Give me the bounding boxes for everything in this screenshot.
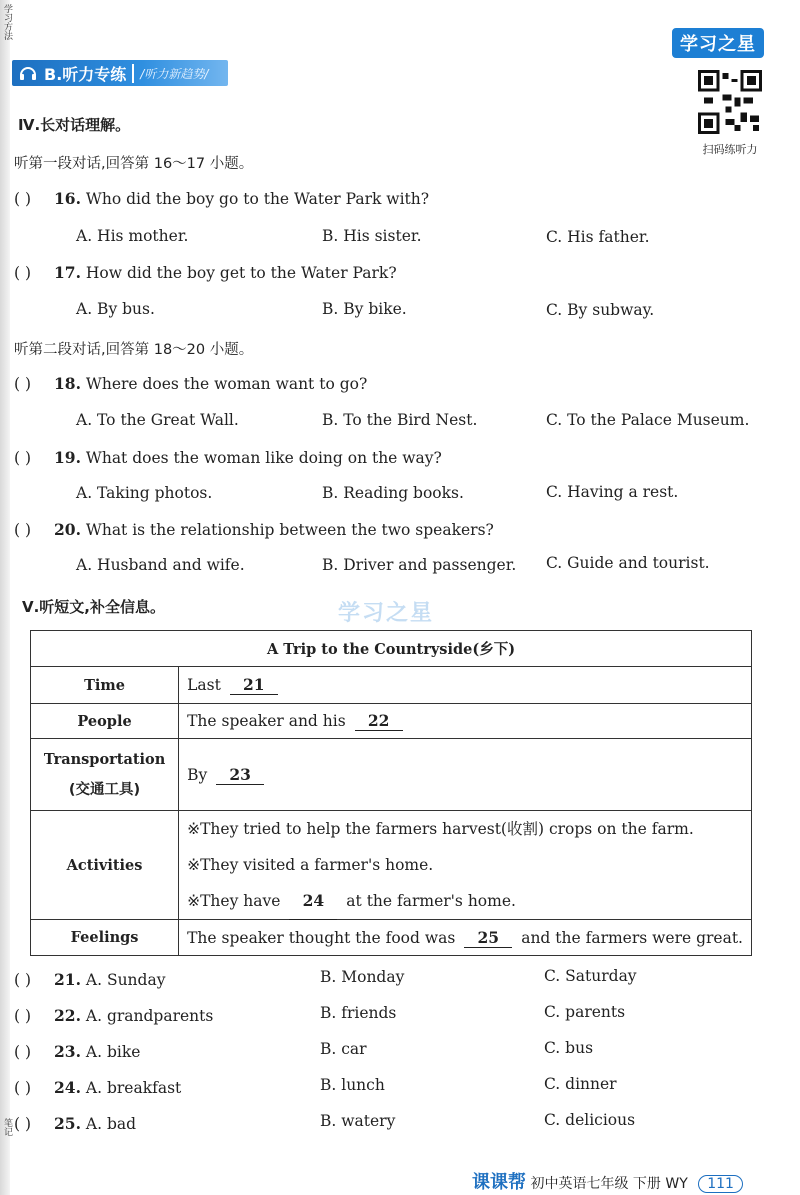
option-b: B. Monday bbox=[320, 968, 405, 986]
answer-blank[interactable]: ( ) bbox=[14, 1115, 32, 1133]
brand-logo: 学习之星 bbox=[672, 28, 764, 58]
time-text: Last bbox=[187, 676, 221, 694]
section-banner bbox=[12, 60, 228, 86]
activity-3-pre: ※They have bbox=[187, 892, 281, 910]
option-b: B. watery bbox=[320, 1112, 396, 1130]
answer-blank[interactable]: ( ) bbox=[14, 449, 32, 467]
question-text: What does the woman like doing on the way? bbox=[85, 449, 442, 467]
row-value-activities bbox=[179, 811, 752, 920]
page-edge-strip bbox=[0, 0, 10, 1195]
row-label-transportation bbox=[31, 739, 179, 811]
row-label-feelings: Feelings bbox=[31, 920, 179, 956]
option-b: B. By bike. bbox=[322, 300, 407, 318]
section-iv-heading: Ⅳ.长对话理解。 bbox=[18, 116, 131, 134]
activity-1: ※They tried to help the farmers harvest(收割) crops on the farm. bbox=[187, 820, 694, 838]
option-a: A. bad bbox=[85, 1115, 137, 1133]
question-20 bbox=[14, 520, 494, 539]
option-c: C. To the Palace Museum. bbox=[546, 411, 750, 429]
option-c: C. parents bbox=[544, 1003, 626, 1021]
option-c: C. bus bbox=[544, 1039, 594, 1057]
answer-blank[interactable]: ( ) bbox=[14, 190, 32, 208]
row-value-time bbox=[179, 667, 752, 704]
option-b: B. car bbox=[320, 1040, 367, 1058]
blank-25[interactable]: 25 bbox=[464, 928, 512, 948]
qr-code-icon[interactable] bbox=[698, 70, 762, 134]
section-v-heading: Ⅴ.听短文,补全信息。 bbox=[22, 598, 166, 616]
question-text: Where does the woman want to go? bbox=[85, 375, 368, 393]
option-a: A. By bus. bbox=[76, 300, 155, 318]
edge-bottom-label: 笔记 bbox=[2, 1118, 12, 1136]
answer-blank[interactable]: ( ) bbox=[14, 521, 32, 539]
option-a: A. grandparents bbox=[85, 1007, 214, 1025]
option-b: B. His sister. bbox=[322, 227, 422, 245]
answer-row-21 bbox=[14, 970, 165, 989]
option-a: A. Sunday bbox=[85, 971, 166, 989]
answer-row-25 bbox=[14, 1114, 136, 1133]
blank-24[interactable]: 24 bbox=[289, 883, 337, 920]
question-19 bbox=[14, 448, 442, 467]
answer-blank[interactable]: ( ) bbox=[14, 1079, 32, 1097]
row-value-people bbox=[179, 704, 752, 739]
trip-info-table bbox=[30, 630, 752, 956]
option-c: C. His father. bbox=[546, 228, 650, 246]
edge-top-label: 学习方法 bbox=[2, 4, 12, 40]
transport-text: By bbox=[187, 765, 208, 784]
blank-21[interactable]: 21 bbox=[230, 675, 278, 695]
option-b: B. Reading books. bbox=[322, 484, 464, 502]
part1-instruction: 听第一段对话,回答第 16～17 小题。 bbox=[14, 156, 254, 172]
question-number: 18. bbox=[54, 374, 81, 393]
row-value-transportation bbox=[179, 739, 752, 811]
option-a: A. breakfast bbox=[85, 1079, 182, 1097]
question-number: 21. bbox=[54, 970, 81, 989]
feelings-post: and the farmers were great. bbox=[521, 928, 743, 947]
question-number: 20. bbox=[54, 520, 81, 539]
option-c: C. By subway. bbox=[546, 301, 655, 319]
footer-book-title: 初中英语七年级 下册 WY bbox=[530, 1176, 688, 1192]
footer-brand: 课课帮 bbox=[472, 1172, 526, 1193]
activity-3-post: at the farmer's home. bbox=[346, 892, 516, 910]
blank-23[interactable]: 23 bbox=[216, 765, 264, 785]
option-c: C. Saturday bbox=[544, 967, 637, 985]
answer-blank[interactable]: ( ) bbox=[14, 264, 32, 282]
question-number: 25. bbox=[54, 1114, 81, 1133]
feelings-pre: The speaker thought the food was bbox=[187, 928, 456, 947]
option-c: C. delicious bbox=[544, 1111, 636, 1129]
transportation-label-zh: (交通工具) bbox=[68, 781, 141, 798]
option-b: B. friends bbox=[320, 1004, 397, 1022]
option-a: A. Husband and wife. bbox=[76, 556, 245, 574]
answer-blank[interactable]: ( ) bbox=[14, 971, 32, 989]
headphone-icon bbox=[18, 63, 38, 83]
question-text: What is the relationship between the two speakers? bbox=[85, 521, 494, 539]
banner-subtitle: /听力新趋势/ bbox=[132, 64, 214, 83]
option-a: A. His mother. bbox=[76, 227, 189, 245]
option-a: A. To the Great Wall. bbox=[76, 411, 239, 429]
question-text: Who did the boy go to the Water Park with? bbox=[85, 190, 430, 208]
question-number: 23. bbox=[54, 1042, 81, 1061]
table-title: A Trip to the Countryside(乡下) bbox=[31, 631, 752, 667]
answer-blank[interactable]: ( ) bbox=[14, 1007, 32, 1025]
page-number: 111 bbox=[698, 1175, 743, 1193]
part2-instruction: 听第二段对话,回答第 18～20 小题。 bbox=[14, 342, 254, 358]
row-label-activities: Activities bbox=[31, 811, 179, 920]
option-b: B. Driver and passenger. bbox=[322, 556, 517, 574]
question-number: 16. bbox=[54, 189, 81, 208]
answer-blank[interactable]: ( ) bbox=[14, 375, 32, 393]
option-a: A. bike bbox=[85, 1043, 141, 1061]
option-a: A. Taking photos. bbox=[76, 484, 213, 502]
answer-row-22 bbox=[14, 1006, 213, 1025]
option-c: C. dinner bbox=[544, 1075, 617, 1093]
people-text: The speaker and his bbox=[187, 712, 346, 730]
option-c: C. Guide and tourist. bbox=[546, 554, 710, 572]
question-number: 24. bbox=[54, 1078, 81, 1097]
question-17 bbox=[14, 263, 397, 282]
option-c: C. Having a rest. bbox=[546, 483, 679, 501]
answer-row-23 bbox=[14, 1042, 140, 1061]
option-b: B. To the Bird Nest. bbox=[322, 411, 478, 429]
row-label-time: Time bbox=[31, 667, 179, 704]
question-number: 19. bbox=[54, 448, 81, 467]
page-footer bbox=[472, 1168, 743, 1194]
question-text: How did the boy get to the Water Park? bbox=[85, 264, 397, 282]
row-label-people: People bbox=[31, 704, 179, 739]
answer-blank[interactable]: ( ) bbox=[14, 1043, 32, 1061]
blank-22[interactable]: 22 bbox=[355, 711, 403, 731]
question-number: 17. bbox=[54, 263, 81, 282]
activity-2: ※They visited a farmer's home. bbox=[187, 856, 434, 874]
banner-title: B.听力专练 bbox=[44, 64, 127, 84]
row-value-feelings bbox=[179, 920, 752, 956]
question-18 bbox=[14, 374, 367, 393]
answer-row-24 bbox=[14, 1078, 181, 1097]
question-number: 22. bbox=[54, 1006, 81, 1025]
question-16 bbox=[14, 189, 429, 208]
activity-3 bbox=[187, 883, 743, 919]
qr-caption: 扫码练听力 bbox=[702, 143, 758, 156]
transportation-label: Transportation bbox=[43, 750, 166, 768]
watermark-logo: 学习之星 bbox=[337, 601, 434, 626]
option-b: B. lunch bbox=[320, 1076, 385, 1094]
